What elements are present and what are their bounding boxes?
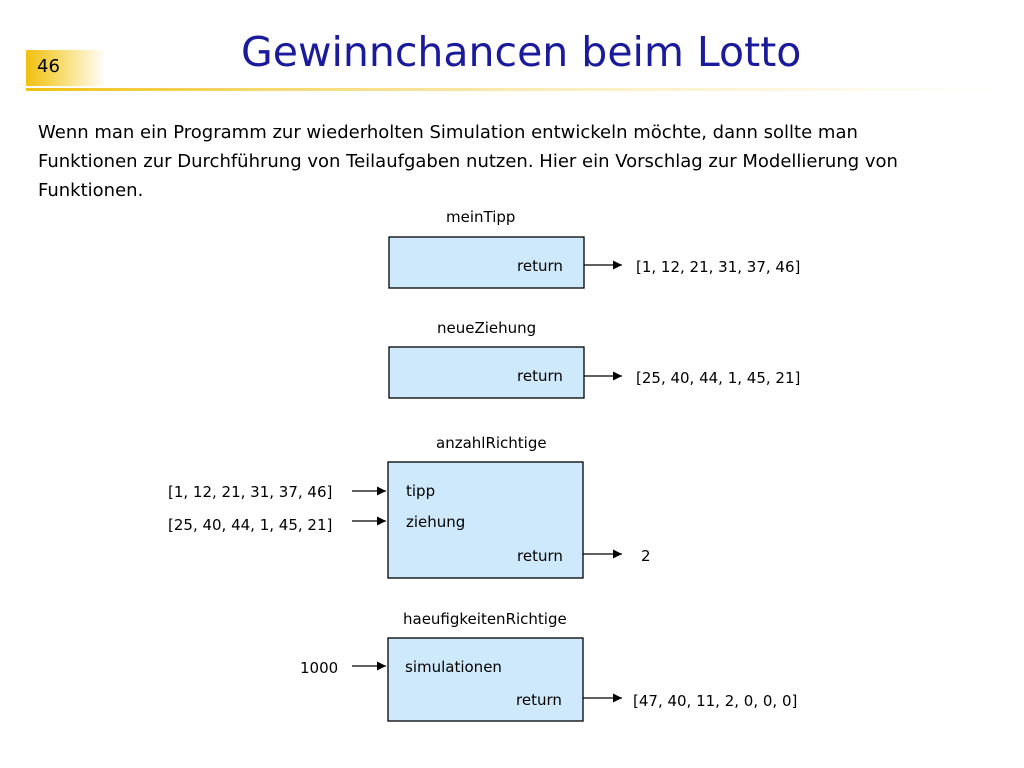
function-haeufigkeitenRichtige (300, 610, 797, 721)
function-name: anzahlRichtige (436, 434, 547, 452)
input-value: [1, 12, 21, 31, 37, 46] (168, 483, 333, 501)
intro-line: Funktionen zur Durchführung von Teilaufgaben nutzen. Hier ein Vorschlag zur Modellierung von (38, 151, 898, 172)
return-label: return (517, 257, 563, 275)
return-value: [1, 12, 21, 31, 37, 46] (636, 258, 801, 276)
return-label: return (517, 367, 563, 385)
function-neueZiehung (389, 319, 800, 398)
param-label: ziehung (406, 513, 466, 531)
function-anzahlRichtige (168, 434, 651, 578)
return-value: [25, 40, 44, 1, 45, 21] (636, 369, 801, 387)
intro-line: Funktionen. (38, 180, 144, 201)
function-name: meinTipp (446, 208, 516, 226)
return-value: [47, 40, 11, 2, 0, 0, 0] (633, 692, 798, 710)
param-label: simulationen (405, 658, 502, 676)
function-name: neueZiehung (437, 319, 537, 337)
return-label: return (517, 547, 563, 565)
return-label: return (516, 691, 562, 709)
input-value: 1000 (300, 659, 339, 677)
return-value: 2 (641, 547, 651, 565)
slide-number: 46 (37, 56, 60, 77)
page-title: Gewinnchancen beim Lotto (241, 28, 802, 76)
function-name: haeufigkeitenRichtige (403, 610, 567, 628)
intro-line: Wenn man ein Programm zur wiederholten Simulation entwickeln möchte, dann sollte man (38, 122, 858, 143)
function-meinTipp (389, 208, 800, 288)
input-value: [25, 40, 44, 1, 45, 21] (168, 516, 333, 534)
param-label: tipp (406, 482, 436, 500)
